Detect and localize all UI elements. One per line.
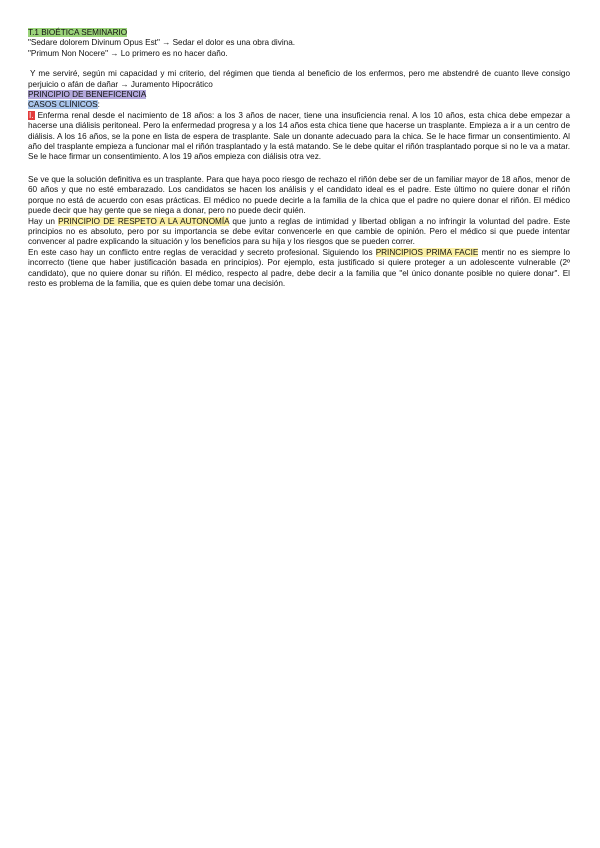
autonomy-principle-highlight: PRINCIPIO DE RESPETO A LA AUTONOMÍA — [58, 216, 230, 226]
prima-facie-highlight: PRINCIPIOS PRIMA FACIE — [375, 247, 479, 257]
cases-heading-text: CASOS CLÍNICOS — [28, 100, 98, 110]
cases-heading — [28, 100, 570, 110]
spacer — [28, 59, 570, 69]
principle-heading-text: PRINCIPIO DE BENEFICENCIA — [28, 90, 147, 100]
principle-heading — [28, 90, 570, 100]
cases-heading-colon: : — [97, 100, 100, 110]
quote-primum: "Primum Non Nocere" → Lo primero es no hacer daño. — [28, 48, 228, 58]
title-highlight: T.1 BIOÉTICA SEMINARIO — [28, 28, 128, 37]
document-title — [28, 28, 570, 38]
document-page — [28, 28, 570, 289]
case-paragraph — [28, 111, 570, 163]
autonomy-paragraph — [28, 217, 570, 248]
autonomy-text-before: Hay un — [28, 216, 59, 226]
spacer — [28, 163, 570, 175]
case-number: I. — [29, 110, 34, 120]
quote-sedare: "Sedare dolorem Divinum Opus Est" → Sedar el dolor es una obra divina. — [28, 38, 296, 48]
conflict-paragraph — [28, 248, 570, 290]
autonomy-text-after: que junto a reglas de intimidad y libertad obligan a no infringir la voluntad del padre. Este principios no es absoluto, pero por su importancia se debe evitar convencerle en que cambie de opinión. Pero el médico si que puede intentar convencer al padre explicando la situación y los beneficios para su hija y los riesgos que se pueden correr. — [28, 216, 570, 247]
case-text: Enferma renal desde el nacimiento de 18 años: a los 3 años de nacer, tiene una insuficiencia renal. A los 10 años, esta chica debe empezar a hacerse una diálisis peritoneal. Pero la enfermedad progresa y a los 14 años esta chica tiene que hacerse un trasplante. Empieza a ir a un centro de diálisis. A los 16 años, se la pone en lista de espera de trasplante. Sale un donante adecuado para la chica. Se le hace firmar un consentimiento. Al año del trasplante empieza a funcionar mal el riñón trasplantado y la está matando. Se le debe quitar el riñón trasplantado porque si no le va a matar. Se le hace firmar un consentimiento. A los 19 años empieza con diálisis otra vez. — [28, 110, 570, 162]
conflict-text-after: mentir no es siempre lo incorrecto (tiene que haber justificación basada en principios). Por ejemplo, esta justificado si quiere proteger a un adolescente vulnerable (2º candidato), que no quiere donar su riñón. El médico, respecto al padre, debe decir a la familia que "el único donante posible no quiere donar". El resto es problema de la familia, que es quien debe tomar una decisión. — [28, 247, 570, 288]
conflict-text-before: En este caso hay un conflicto entre reglas de veracidad y secreto profesional. Siguiendo los — [28, 247, 376, 257]
analysis-paragraph: Se ve que la solución definitiva es un trasplante. Para que haya poco riesgo de rechazo el riñón debe ser de un familiar mayor de 18 años, menor de 60 años y que no esté embarazado. Los candidatos se hacen los análisis y el candidato ideal es el padre. Este último no quiere donar el riñón porque no está de acuerdo con esas prácticas. El médico no puede decirle a la familia de la chica que el padre no quiere donar el riñón. El médico puede decir que hay gente que se niega a donar, pero no puede decir quién. — [28, 174, 570, 216]
hippocratic-oath-paragraph: Y me serviré, según mi capacidad y mi criterio, del régimen que tienda al beneficio de los enfermos, pero me abstendré de cuanto lleve consigo perjuicio o afán de dañar → Juramento Hipocrático — [28, 69, 570, 89]
